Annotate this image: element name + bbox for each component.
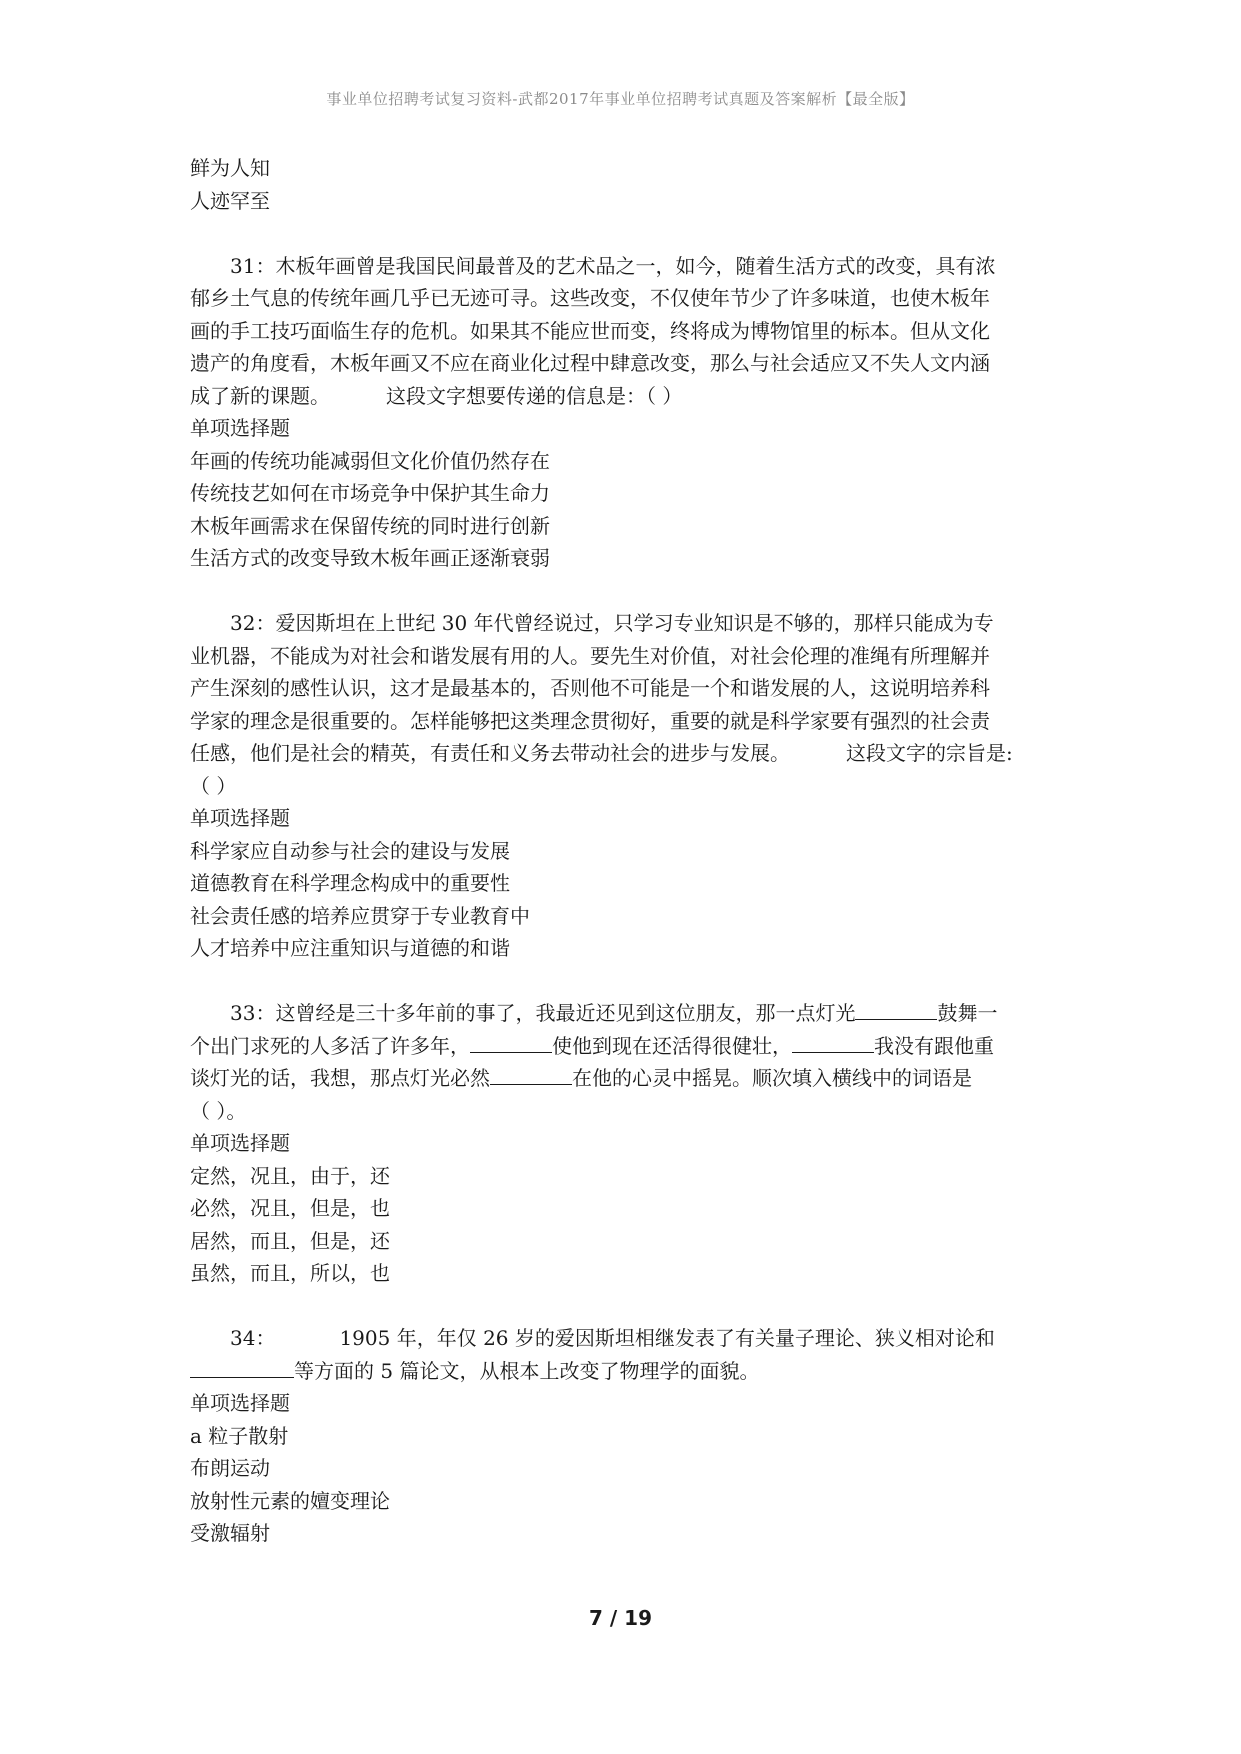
document-body <box>190 152 1050 1550</box>
question-text: 业机器，不能成为对社会和谐发展有用的人。要先生对价值，对社会伦理的准绳有所理解并 <box>190 643 990 668</box>
option-c: 居然，而且，但是，还 <box>190 1228 390 1253</box>
option-c: 社会责任感的培养应贯穿于专业教育中 <box>190 903 530 928</box>
page-number: 7 / 19 <box>589 1606 652 1630</box>
option-a: 科学家应自动参与社会的建设与发展 <box>190 838 510 863</box>
question-text-part: 鼓舞一 <box>937 1001 998 1025</box>
question-text-part: 任感，他们是社会的精英，有责任和义务去带动社会的进步与发展。 <box>190 741 790 765</box>
question-type: 单项选择题 <box>190 416 290 440</box>
option-a: 定然，况且，由于，还 <box>190 1163 390 1188</box>
option-d: 受激辐射 <box>190 1521 270 1545</box>
answer-bracket: （ ） <box>190 773 237 798</box>
question-text <box>190 997 1050 1030</box>
option-line: 鲜为人知 <box>190 156 270 180</box>
question-text: 32：爱因斯坦在上世纪 30 年代曾经说过，只学习专业知识是不够的，那样只能成为专 <box>230 611 994 635</box>
option-b: 传统技艺如何在市场竞争中保护其生命力 <box>190 481 550 505</box>
page-header: 事业单位招聘考试复习资料-武都2017年事业单位招聘考试真题及答案解析【最全版】 <box>326 90 915 108</box>
option-a: 年画的传统功能减弱但文化价值仍然存在 <box>190 448 550 473</box>
question-text-part: 成了新的课题。 <box>190 383 330 408</box>
question-text-part: 谈灯光的话，我想，那点灯光必然 <box>190 1066 490 1090</box>
option-d: 生活方式的改变导致木板年画正逐渐衰弱 <box>190 546 550 570</box>
question-text-part: 个出门求死的人多活了许多年， <box>190 1033 470 1058</box>
question-text <box>190 1062 1050 1095</box>
option-b: 布朗运动 <box>190 1456 270 1480</box>
fill-blank <box>470 1034 552 1053</box>
question-text-part: 等方面的 5 篇论文，从根本上改变了物理学的面貌。 <box>294 1358 760 1383</box>
option-d: 人才培养中应注重知识与道德的和谐 <box>190 936 510 960</box>
question-text-part: 1905 年，年仅 26 岁的爱因斯坦相继发表了有关量子理论、狭义相对论和 <box>339 1326 995 1350</box>
answer-bracket: （ ）。 <box>190 1098 247 1123</box>
question-32 <box>190 607 1050 965</box>
question-text <box>190 1030 1050 1063</box>
question-text: 学家的理念是很重要的。怎样能够把这类理念贯彻好，重要的就是科学家要有强烈的社会责 <box>190 708 990 733</box>
question-text-part: 在他的心灵中摇晃。顺次填入横线中的词语是 <box>572 1066 972 1090</box>
question-number: 34： <box>230 1326 276 1350</box>
question-text: 产生深刻的感性认识，这才是最基本的，否则他不可能是一个和谐发展的人，这说明培养科 <box>190 676 990 700</box>
question-text <box>190 737 1050 770</box>
question-type: 单项选择题 <box>190 1131 290 1155</box>
question-text-part: 我没有跟他重 <box>874 1033 994 1058</box>
option-b: 道德教育在科学理念构成中的重要性 <box>190 871 510 895</box>
option-line: 人迹罕至 <box>190 188 270 213</box>
question-text-part: 33：这曾经是三十多年前的事了，我最近还见到这位朋友，那一点灯光 <box>230 1001 856 1025</box>
option-d: 虽然，而且，所以，也 <box>190 1261 390 1285</box>
fill-blank <box>490 1066 572 1085</box>
question-text: 31：木板年画曾是我国民间最普及的艺术品之一，如今，随着生活方式的改变，具有浓 <box>230 253 996 278</box>
option-b: 必然，况且，但是，也 <box>190 1196 390 1220</box>
question-type: 单项选择题 <box>190 806 290 830</box>
question-33 <box>190 997 1050 1290</box>
question-text-part: 使他到现在还活得很健壮， <box>552 1033 792 1058</box>
question-prompt: 这段文字想要传递的信息是：（ ） <box>386 383 683 408</box>
fill-blank <box>792 1034 874 1053</box>
question-31 <box>190 250 1050 575</box>
question-text: 画的手工技巧面临生存的危机。如果其不能应世而变，终将成为博物馆里的标本。但从文化 <box>190 318 990 343</box>
option-c: 木板年画需求在保留传统的同时进行创新 <box>190 513 550 538</box>
question-34 <box>190 1322 1050 1550</box>
question-text <box>190 1355 1050 1388</box>
option-c: 放射性元素的嬗变理论 <box>190 1488 390 1513</box>
question-type: 单项选择题 <box>190 1391 290 1415</box>
option-a: a 粒子散射 <box>190 1423 289 1448</box>
fill-blank <box>855 1001 937 1020</box>
question-text <box>190 380 1050 413</box>
question-text <box>190 1322 1050 1355</box>
question-text: 遗产的角度看，木板年画又不应在商业化过程中肆意改变，那么与社会适应又不失人文内涵 <box>190 351 990 375</box>
question-prompt: 这段文字的宗旨是: <box>846 741 1013 765</box>
question-text: 郁乡土气息的传统年画几乎已无迹可寻。这些改变，不仅使年节少了许多味道，也使木板年 <box>190 286 990 310</box>
fill-blank <box>190 1359 294 1378</box>
